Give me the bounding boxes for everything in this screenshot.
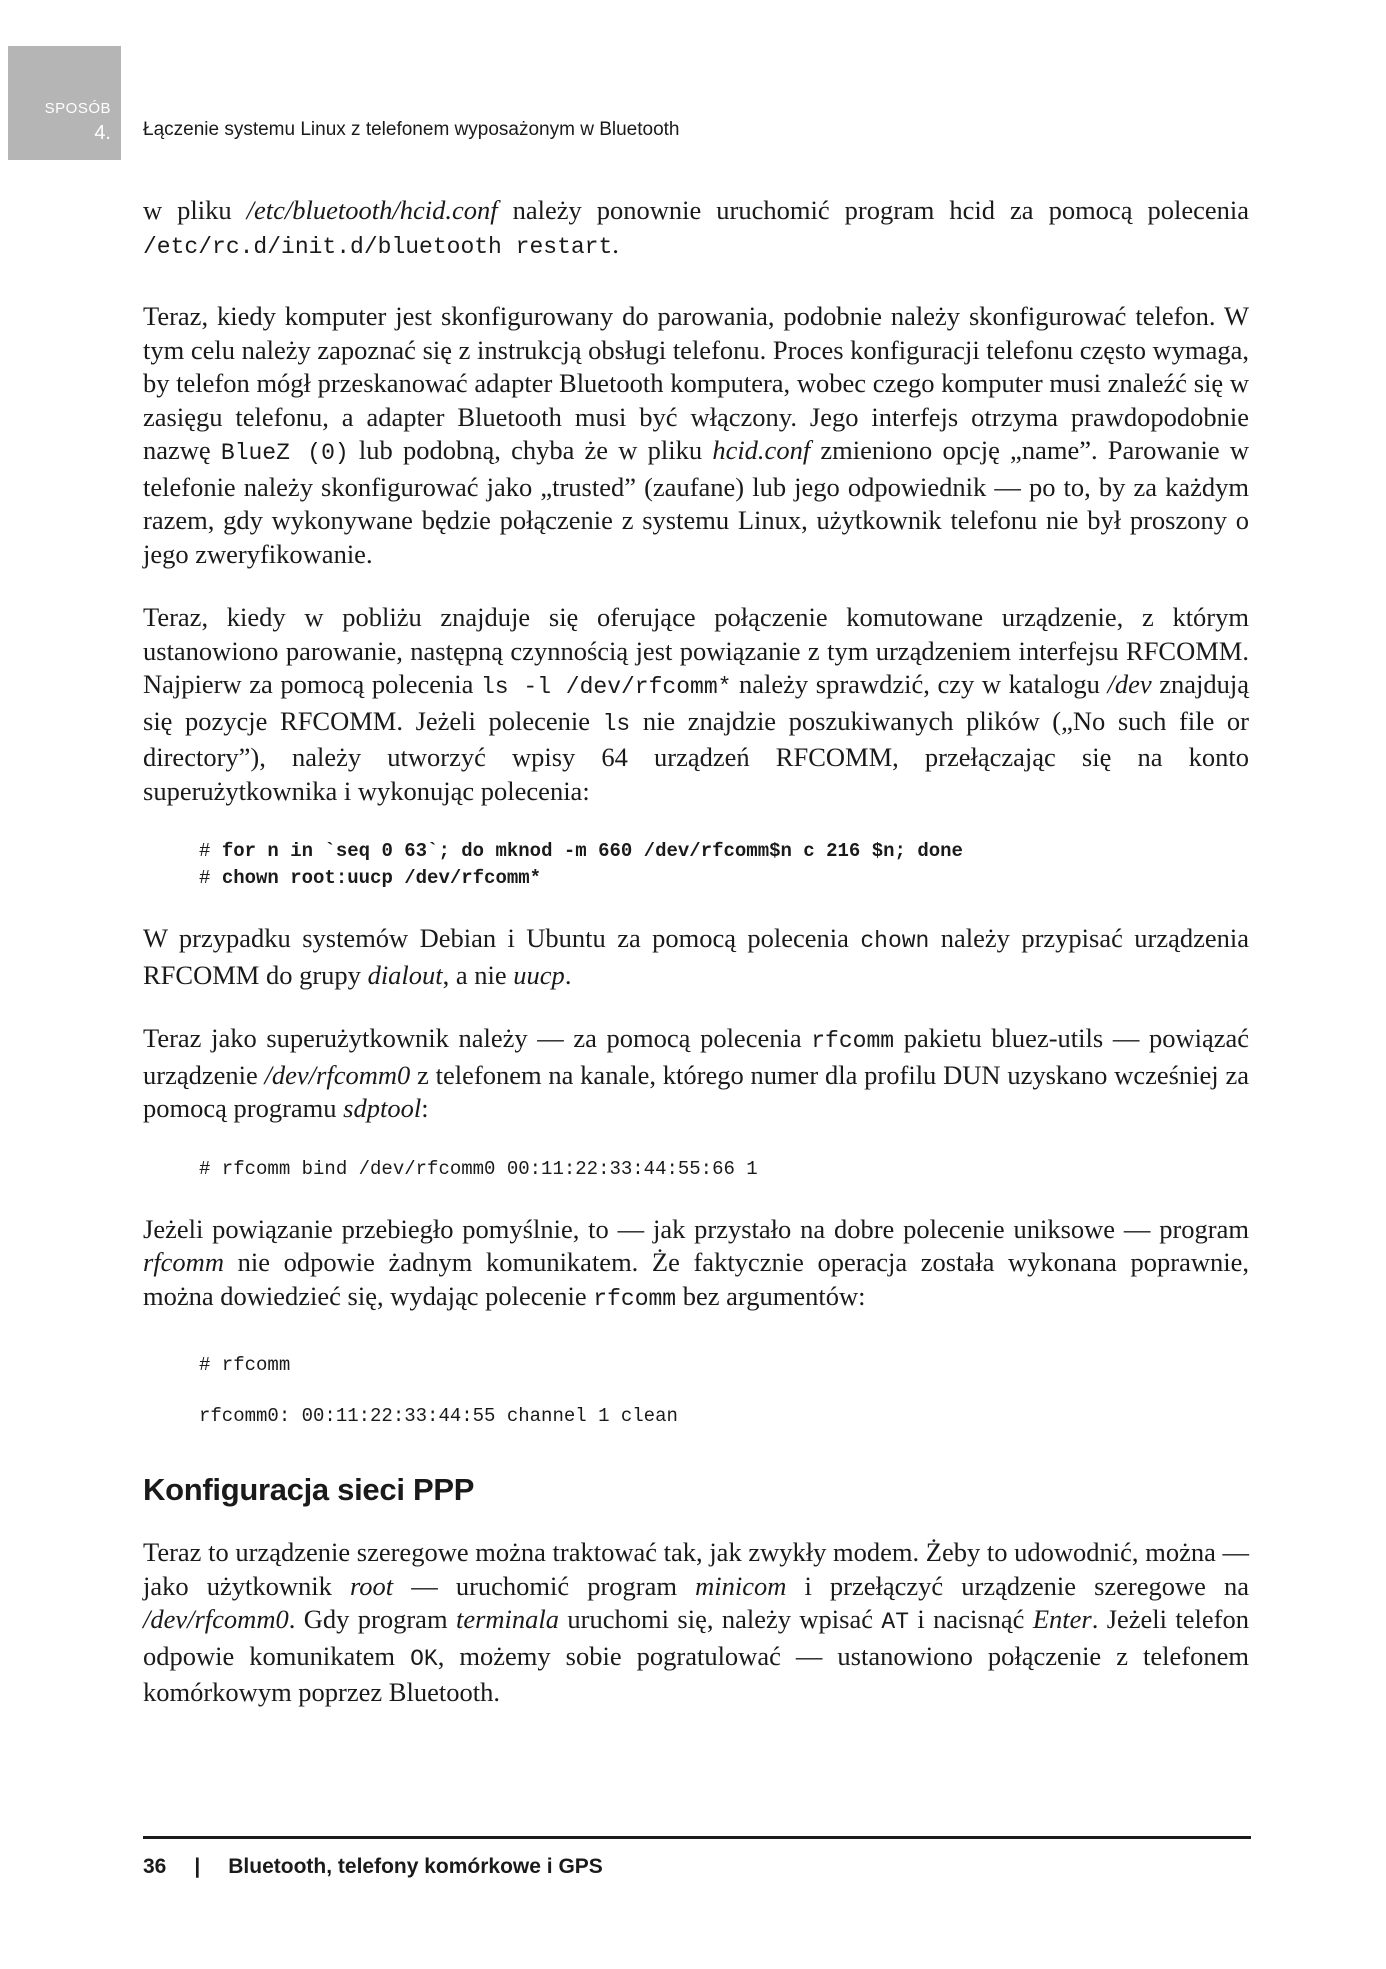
path-text: /etc/bluetooth/hcid.conf <box>246 195 498 225</box>
code-line: chown root:uucp /dev/rfcomm* <box>221 867 542 889</box>
program-name: sdptool <box>343 1093 422 1123</box>
text: i przełączyć urządzenie szeregowe na <box>786 1570 1249 1601</box>
text: należy przypisać urządzenia RFCOMM do grupy <box>143 923 1250 990</box>
code-line: # rfcomm <box>199 1354 291 1376</box>
text: . Gdy program <box>288 1604 456 1634</box>
paragraph-5 <box>143 1022 1249 1126</box>
text: z telefonem na kanale, którego numer dla profilu DUN uzyskano wcześniej za pomocą programu <box>143 1059 1249 1123</box>
text: . <box>612 228 619 259</box>
book-title: Bluetooth, telefony komórkowe i GPS <box>228 1855 603 1878</box>
text: W przypadku systemów Debian i Ubuntu za pomocą polecenia <box>143 923 861 953</box>
paragraph-1 <box>143 194 1249 264</box>
inline-command: chown <box>860 928 930 954</box>
program-name: terminala <box>455 1604 560 1634</box>
text: w pliku <box>143 195 247 225</box>
text: bez argumentów: <box>676 1280 866 1311</box>
path-text: /dev/rfcomm0 <box>143 1604 289 1634</box>
text: — uruchomić program <box>393 1570 696 1601</box>
shell-prompt: # <box>199 840 211 862</box>
text: należy ponownie uruchomić program hcid za pomocą polecenia <box>497 195 1249 225</box>
file-name: hcid.conf <box>712 435 811 465</box>
inline-command: ls <box>602 710 631 737</box>
footer-rule <box>143 1836 1251 1839</box>
paragraph-2 <box>143 300 1249 571</box>
code-output-line: rfcomm0: 00:11:22:33:44:55 channel 1 clean <box>199 1405 678 1427</box>
text: lub podobną, chyba że w pliku <box>348 435 713 465</box>
text: . <box>564 959 572 990</box>
text: zmieniono opcję „name”. Parowanie w telefonie należy skonfigurować jako „trusted” (zaufane) lub jego odpowiednik — po to, by za każdym razem, gdy wykonywane będzie połączenie z systemu Linux, użytkownik telefonu nie był proszony o jego zweryfikowanie. <box>143 435 1249 569</box>
page-body <box>143 194 1249 1740</box>
inline-command: ls -l /dev/rfcomm* <box>481 674 732 700</box>
program-name: rfcomm <box>143 1247 224 1277</box>
page-number: 36 <box>143 1855 167 1878</box>
code-block-mknod <box>199 838 1249 892</box>
text: uruchomi się, należy wpisać <box>559 1604 882 1634</box>
paragraph-3 <box>143 601 1249 808</box>
text: Teraz, kiedy w pobliżu znajduje się oferujące połączenie komutowane urządzenie, z którym ustanowiono parowanie, następną czynnością jest powiązanie z tym urządzeniem interfejsu RFCOMM. Najpierw za pomocą polecenia <box>143 602 1249 699</box>
code-block-bind: # rfcomm bind /dev/rfcomm0 00:11:22:33:44:55:66 1 <box>199 1157 758 1180</box>
text: Teraz jako superużytkownik należy — za pomocą polecenia <box>143 1023 812 1053</box>
text: , możemy sobie pogratulować — ustanowiono połączenie z telefonem komórkowym poprzez Bluetooth. <box>143 1640 1249 1707</box>
key-name: Enter <box>1032 1604 1092 1634</box>
text: nie znajdzie poszukiwanych plików („No such file or directory”), należy utworzyć wpisy 64 urządzeń RFCOMM, przełączając się na konto superużytkownika i wykonując polecenia: <box>143 705 1249 806</box>
text: : <box>421 1093 429 1123</box>
text: należy sprawdzić, czy w katalogu <box>731 669 1108 699</box>
text: . Jeżeli telefon odpowie komunikatem <box>143 1604 1250 1671</box>
group-name: uucp <box>513 959 565 990</box>
running-header: Łączenie systemu Linux z telefonem wyposażonym w Bluetooth <box>143 119 680 140</box>
inline-command: AT <box>881 1609 910 1635</box>
shell-prompt: # <box>199 867 211 889</box>
paragraph-4 <box>143 922 1249 992</box>
inline-code: BlueZ (0) <box>220 440 349 466</box>
program-name: minicom <box>695 1570 787 1601</box>
paragraph-6 <box>143 1213 1249 1317</box>
text: Teraz, kiedy komputer jest skonfigurowany do parowania, podobnie należy skonfigurować telefon. W tym celu należy zapoznać się z instrukcją obsługi telefonu. Proces konfiguracji telefonu często wymaga, by telefon mógł przeskanować adapter Bluetooth komputera, wobec czego komputer musi znaleźć się w zasięgu telefonu, a adapter Bluetooth musi być włączony. Jego interfejs otrzyma prawdopodobnie nazwę <box>143 301 1249 465</box>
text: pakietu bluez-utils — powiązać urządzenie <box>143 1023 1249 1090</box>
text: Jeżeli powiązanie przebiegło pomyślnie, to — jak przystało na dobre polecenie uniksowe — program <box>143 1213 1249 1244</box>
chapter-tab-number: 4. <box>94 122 111 144</box>
code-block-rfcomm <box>199 1340 1249 1442</box>
text: znajdują się pozycje RFCOMM. Jeżeli polecenie <box>143 669 1249 736</box>
text: i nacisnąć <box>909 1604 1033 1634</box>
text: , a nie <box>442 959 514 990</box>
group-name: dialout <box>367 959 443 990</box>
text: Teraz to urządzenie szeregowe można traktować tak, jak zwykły modem. Żeby to udowodnić, można — jako użytkownik <box>143 1537 1249 1601</box>
inline-code: OK <box>410 1645 438 1672</box>
path-text: /dev <box>1107 669 1152 699</box>
chapter-tab-label: SPOSÓB <box>44 100 111 117</box>
user-name: root <box>349 1570 394 1601</box>
paragraph-7 <box>143 1536 1249 1710</box>
page-footer <box>143 1855 603 1879</box>
text: nie odpowie żadnym komunikatem. Że faktycznie operacja została wykonana poprawnie, można dowiedzieć się, wydając polecenie <box>143 1247 1249 1311</box>
inline-command: rfcomm <box>811 1028 895 1054</box>
chapter-tab <box>8 46 121 160</box>
footer-separator: | <box>194 1855 201 1878</box>
path-text: /dev/rfcomm0 <box>264 1059 411 1090</box>
inline-command: rfcomm <box>593 1285 677 1312</box>
inline-command: /etc/rc.d/init.d/bluetooth restart <box>143 233 613 260</box>
section-heading: Konfiguracja sieci PPP <box>143 1472 475 1507</box>
code-line: for n in `seq 0 63`; do mknod -m 660 /dev/rfcomm$n c 216 $n; done <box>221 840 963 862</box>
